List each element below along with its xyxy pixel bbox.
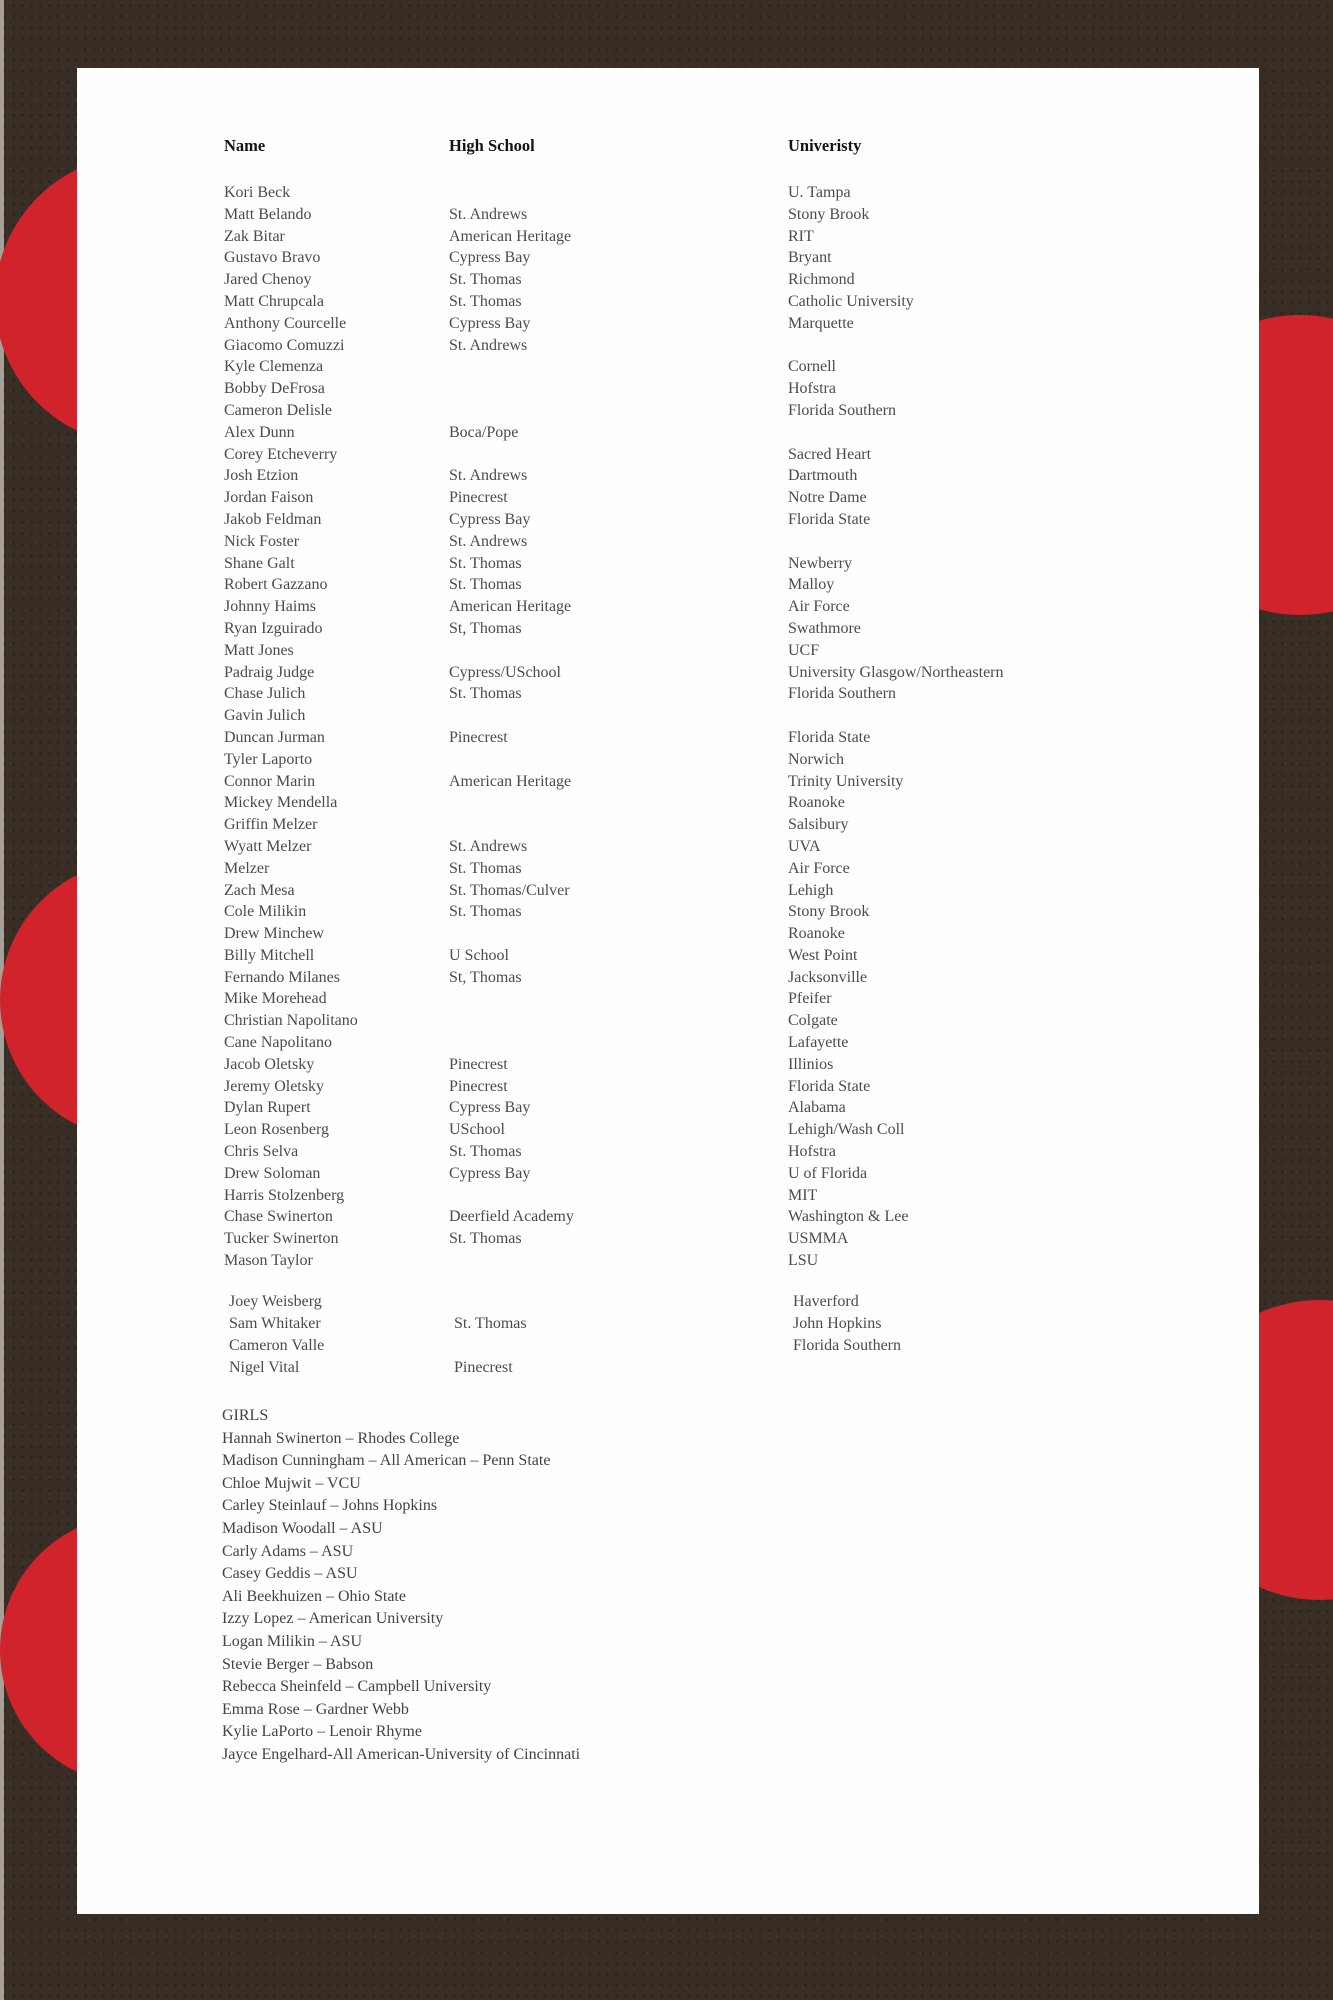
student-name: Robert Gazzano: [224, 576, 328, 594]
girls-lines: [222, 1428, 580, 1767]
university: Florida Southern: [788, 401, 896, 419]
high-school: Pinecrest: [449, 1077, 508, 1095]
high-school: St. Andrews: [449, 837, 528, 855]
high-school: Pinecrest: [449, 728, 508, 746]
girls-entry: Madison Cunningham – All American – Penn State: [222, 1452, 551, 1470]
girls-entry: Hannah Swinerton – Rhodes College: [222, 1429, 460, 1447]
high-school: St. Andrews: [449, 467, 528, 485]
high-school: Cypress Bay: [449, 1099, 531, 1117]
university: Roanoke: [788, 925, 845, 943]
high-school: St. Thomas: [449, 576, 522, 594]
university: Norwich: [788, 750, 844, 768]
high-school: American Heritage: [449, 772, 572, 790]
girls-entry: Carley Steinlauf – Johns Hopkins: [222, 1497, 438, 1515]
university: Air Force: [788, 598, 850, 616]
student-name: Kori Beck: [224, 184, 291, 201]
girls-entry: Logan Milikin – ASU: [222, 1632, 363, 1650]
high-school: St. Thomas: [449, 859, 522, 877]
girls-entry: Madison Woodall – ASU: [222, 1519, 383, 1537]
university: Jacksonville: [788, 968, 868, 986]
university: UCF: [788, 641, 820, 659]
university: Stony Brook: [788, 205, 870, 223]
student-name: Padraig Judge: [224, 663, 315, 681]
university: University Glasgow/Northeastern: [788, 663, 1004, 681]
high-school: Cypress/USchool: [449, 663, 561, 681]
university: Florida Southern: [793, 1337, 901, 1354]
student-name: Drew Soloman: [224, 1164, 321, 1182]
student-name: Matt Chrupcala: [224, 292, 324, 310]
student-name: Cameron Valle: [229, 1337, 325, 1354]
university: RIT: [788, 227, 814, 245]
university: Pfeifer: [788, 990, 832, 1008]
student-name: Zak Bitar: [224, 227, 285, 245]
student-name: Johnny Haims: [224, 598, 316, 616]
university: Florida State: [788, 1077, 871, 1095]
document-page: [77, 68, 1259, 1914]
student-name: Matt Belando: [224, 205, 312, 223]
column-header-high-school: High School: [449, 136, 535, 155]
high-school: St. Thomas: [449, 271, 522, 289]
university: Dartmouth: [788, 467, 858, 485]
student-name: Nick Foster: [224, 532, 300, 550]
university: Salsibury: [788, 816, 849, 834]
university: Sacred Heart: [788, 445, 872, 463]
student-name: Ryan Izguirado: [224, 619, 323, 637]
student-name: Tyler Laporto: [224, 750, 313, 768]
university: Hofstra: [788, 380, 836, 398]
student-name: Cameron Delisle: [224, 401, 332, 419]
high-school: Pinecrest: [449, 489, 508, 507]
high-school: St. Thomas: [449, 903, 522, 921]
student-name: Mickey Mendella: [224, 794, 338, 812]
high-school: USchool: [449, 1121, 505, 1139]
student-name: Gavin Julich: [224, 707, 306, 725]
student-name: Jacob Oletsky: [224, 1055, 315, 1073]
column-header-name: Name: [224, 136, 266, 155]
student-name: Jeremy Oletsky: [224, 1077, 324, 1095]
student-name: Billy Mitchell: [224, 946, 315, 964]
student-name: Mike Morehead: [224, 990, 327, 1008]
university: Cornell: [788, 358, 836, 376]
girls-entry: Stevie Berger – Babson: [222, 1655, 374, 1673]
university: West Point: [788, 946, 858, 964]
student-name: Dylan Rupert: [224, 1099, 311, 1117]
student-name: Fernando Milanes: [224, 968, 340, 986]
student-name: Joey Weisberg: [229, 1293, 322, 1310]
university: Illinios: [788, 1055, 834, 1073]
student-name: Harris Stolzenberg: [224, 1186, 345, 1204]
student-name: Gustavo Bravo: [224, 249, 321, 267]
student-name: Zach Mesa: [224, 881, 295, 899]
university: U of Florida: [788, 1164, 868, 1182]
student-name: Leon Rosenberg: [224, 1121, 330, 1139]
high-school: Deerfield Academy: [449, 1208, 574, 1226]
university: John Hopkins: [793, 1315, 882, 1332]
student-name: Chase Julich: [224, 685, 306, 703]
student-name: Griffin Melzer: [224, 816, 318, 834]
student-name: Anthony Courcelle: [224, 314, 347, 332]
high-school: Boca/Pope: [449, 423, 519, 441]
student-name: Christian Napolitano: [224, 1012, 358, 1030]
student-name: Drew Minchew: [224, 925, 324, 943]
student-name: Bobby DeFrosa: [224, 380, 325, 398]
university: Florida State: [788, 510, 871, 528]
high-school: St, Thomas: [449, 619, 522, 637]
student-name: Josh Etzion: [224, 467, 299, 485]
university: Bryant: [788, 249, 832, 267]
university: Colgate: [788, 1012, 838, 1030]
university: Richmond: [788, 271, 855, 289]
student-name: Chase Swinerton: [224, 1208, 333, 1226]
university: USMMA: [788, 1230, 849, 1248]
high-school: American Heritage: [449, 598, 572, 616]
student-name: Jakob Feldman: [224, 510, 322, 528]
university: U. Tampa: [788, 184, 851, 201]
student-name: Jared Chenoy: [224, 271, 312, 289]
high-school: Cypress Bay: [449, 1164, 531, 1182]
student-name: Connor Marin: [224, 772, 316, 790]
girls-entry: Carly Adams – ASU: [222, 1542, 354, 1560]
girls-section-title: GIRLS: [222, 1407, 269, 1424]
girls-section: [222, 1405, 580, 1767]
student-name: Alex Dunn: [224, 423, 295, 441]
university: Lehigh: [788, 881, 834, 899]
university: Florida State: [788, 728, 871, 746]
high-school: St, Thomas: [449, 968, 522, 986]
high-school: St. Thomas: [449, 292, 522, 310]
university: Stony Brook: [788, 903, 870, 921]
high-school: St. Thomas: [454, 1315, 527, 1332]
student-name: Duncan Jurman: [224, 728, 325, 746]
student-name: Melzer: [224, 859, 270, 877]
high-school: Cypress Bay: [449, 510, 531, 528]
university: Trinity University: [788, 772, 904, 790]
university: Catholic University: [788, 292, 914, 310]
university: Lehigh/Wash Coll: [788, 1121, 905, 1139]
university: LSU: [788, 1252, 819, 1270]
girls-entry: Ali Beekhuizen – Ohio State: [222, 1587, 406, 1605]
student-name: Sam Whitaker: [229, 1315, 321, 1332]
high-school: St. Andrews: [449, 336, 528, 354]
university: UVA: [788, 837, 821, 855]
university: Hofstra: [788, 1143, 836, 1161]
student-name: Shane Galt: [224, 554, 295, 572]
student-name: Kyle Clemenza: [224, 358, 324, 376]
student-name: Cole Milikin: [224, 903, 307, 921]
student-name: Chris Selva: [224, 1143, 299, 1161]
high-school: St. Thomas: [449, 554, 522, 572]
university: Washington & Lee: [788, 1208, 909, 1226]
university: Lafayette: [788, 1034, 849, 1052]
university: Air Force: [788, 859, 850, 877]
university: Notre Dame: [788, 489, 867, 507]
university: MIT: [788, 1186, 818, 1204]
girls-entry: Izzy Lopez – American University: [222, 1610, 444, 1628]
student-name: Giacomo Comuzzi: [224, 336, 345, 354]
high-school: St. Thomas: [449, 685, 522, 703]
girls-entry: Rebecca Sheinfeld – Campbell University: [222, 1678, 492, 1696]
university: Malloy: [788, 576, 835, 594]
high-school: U School: [449, 946, 509, 964]
girls-entry: Kylie LaPorto – Lenoir Rhyme: [222, 1723, 422, 1741]
student-name: Tucker Swinerton: [224, 1230, 339, 1248]
high-school: St. Thomas/Culver: [449, 881, 570, 899]
student-name: Matt Jones: [224, 641, 294, 659]
high-school: Pinecrest: [454, 1359, 513, 1376]
girls-entry: Chloe Mujwit – VCU: [222, 1474, 361, 1492]
high-school: American Heritage: [449, 227, 572, 245]
student-name: Mason Taylor: [224, 1252, 313, 1270]
high-school: St. Thomas: [449, 1230, 522, 1248]
girls-entry: Jayce Engelhard-All American-University of Cincinnati: [222, 1745, 581, 1763]
student-name: Cane Napolitano: [224, 1034, 332, 1052]
student-name: Jordan Faison: [224, 489, 314, 507]
girls-entry: Emma Rose – Gardner Webb: [222, 1700, 409, 1718]
high-school: Cypress Bay: [449, 249, 531, 267]
high-school: Pinecrest: [449, 1055, 508, 1073]
student-name: Corey Etcheverry: [224, 445, 338, 463]
student-name: Wyatt Melzer: [224, 837, 312, 855]
column-header-university: Univeristy: [788, 136, 862, 155]
university: Marquette: [788, 314, 854, 332]
high-school: St. Andrews: [449, 532, 528, 550]
high-school: Cypress Bay: [449, 314, 531, 332]
university: Newberry: [788, 554, 852, 572]
university: Swathmore: [788, 619, 861, 637]
high-school: St. Andrews: [449, 205, 528, 223]
high-school: St. Thomas: [449, 1143, 522, 1161]
girls-entry: Casey Geddis – ASU: [222, 1565, 358, 1583]
university: Florida Southern: [788, 685, 896, 703]
university: Haverford: [793, 1293, 859, 1310]
university: Roanoke: [788, 794, 845, 812]
university: Alabama: [788, 1099, 846, 1117]
student-name: Nigel Vital: [229, 1359, 300, 1376]
